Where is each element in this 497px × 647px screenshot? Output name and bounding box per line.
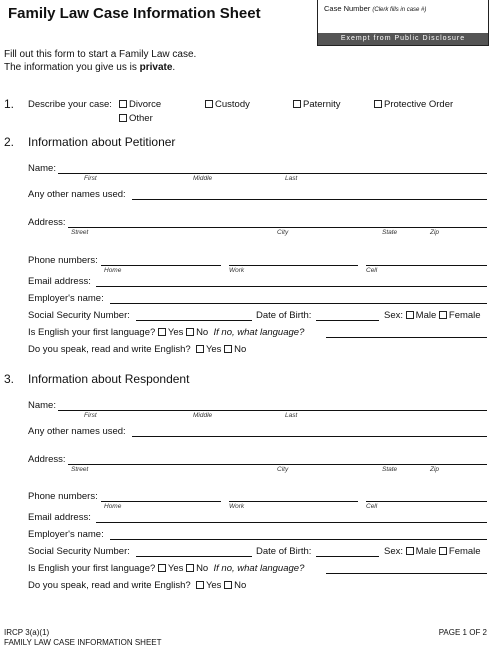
respondent-dob-field[interactable]	[316, 556, 379, 557]
zip-label: Zip	[430, 229, 440, 236]
checkbox[interactable]	[158, 328, 166, 336]
petitioner-work-phone-field[interactable]	[229, 265, 358, 266]
first-label: First	[84, 175, 97, 182]
first-label: First	[84, 412, 97, 419]
petitioner-cell-phone-field[interactable]	[366, 265, 487, 266]
respondent-address-field[interactable]	[68, 464, 487, 465]
petitioner-address-field[interactable]	[68, 227, 487, 228]
street-label: Street	[71, 229, 89, 236]
respondent-employer-label: Employer's name:	[28, 529, 104, 540]
case-number-label: Case Number (Clerk fills in case #)	[324, 4, 427, 13]
case-number-box	[317, 0, 489, 46]
section-2-title: Information about Petitioner	[28, 135, 176, 149]
petitioner-english-first-label: Is English your first language? Yes No If no, what language?	[28, 327, 305, 338]
option-divorce[interactable]: Divorce	[119, 99, 161, 110]
respondent-ssn-field[interactable]	[136, 556, 252, 557]
option-protective-order[interactable]: Protective Order	[374, 99, 453, 110]
checkbox[interactable]	[439, 311, 447, 319]
checkbox[interactable]	[293, 100, 301, 108]
cell-label: Cell	[366, 503, 378, 510]
petitioner-ssn-label: Social Security Number:	[28, 310, 130, 321]
last-label: Last	[285, 412, 298, 419]
petitioner-other-names-field[interactable]	[132, 199, 487, 200]
home-label: Home	[104, 267, 122, 274]
petitioner-employer-field[interactable]	[110, 303, 487, 304]
work-label: Work	[229, 503, 245, 510]
checkbox[interactable]	[439, 547, 447, 555]
describe-case-label: Describe your case:	[28, 99, 112, 110]
respondent-name-field[interactable]	[58, 410, 487, 411]
street-label: Street	[71, 466, 89, 473]
respondent-dob-label: Date of Birth:	[256, 546, 312, 557]
intro-line-2: The information you give us is private.	[4, 62, 176, 73]
petitioner-address-label: Address:	[28, 217, 66, 228]
checkbox[interactable]	[224, 345, 232, 353]
respondent-email-field[interactable]	[96, 522, 487, 523]
checkbox[interactable]	[406, 547, 414, 555]
footer-code: IRCP 3(a)(1)	[4, 628, 50, 637]
last-label: Last	[285, 175, 298, 182]
section-2-number: 2.	[4, 135, 15, 149]
petitioner-name-field[interactable]	[58, 173, 487, 174]
petitioner-phone-label: Phone numbers:	[28, 255, 98, 266]
checkbox[interactable]	[406, 311, 414, 319]
respondent-ssn-label: Social Security Number:	[28, 546, 130, 557]
petitioner-sex-label: Sex: Male Female	[384, 310, 481, 321]
middle-label: Middle	[193, 175, 213, 182]
petitioner-employer-label: Employer's name:	[28, 293, 104, 304]
respondent-email-label: Email address:	[28, 512, 91, 523]
footer-page-number: PAGE 1 OF 2	[438, 628, 487, 637]
state-label: State	[382, 466, 398, 473]
respondent-phone-label: Phone numbers:	[28, 491, 98, 502]
cell-label: Cell	[366, 267, 378, 274]
respondent-language-field[interactable]	[326, 573, 487, 574]
respondent-employer-field[interactable]	[110, 539, 487, 540]
state-label: State	[382, 229, 398, 236]
petitioner-language-field[interactable]	[326, 337, 487, 338]
checkbox[interactable]	[205, 100, 213, 108]
petitioner-dob-field[interactable]	[316, 320, 379, 321]
respondent-address-label: Address:	[28, 454, 66, 465]
petitioner-ssn-field[interactable]	[136, 320, 252, 321]
footer-form-name: FAMILY LAW CASE INFORMATION SHEET	[4, 638, 162, 647]
respondent-cell-phone-field[interactable]	[366, 501, 487, 502]
petitioner-other-names-label: Any other names used:	[28, 189, 126, 200]
checkbox[interactable]	[196, 345, 204, 353]
option-custody[interactable]: Custody	[205, 99, 250, 110]
checkbox[interactable]	[119, 114, 127, 122]
checkbox[interactable]	[196, 581, 204, 589]
respondent-work-phone-field[interactable]	[229, 501, 358, 502]
petitioner-speak-english-label: Do you speak, read and write English? Yes No	[28, 344, 247, 355]
home-label: Home	[104, 503, 122, 510]
petitioner-email-field[interactable]	[96, 286, 487, 287]
section-3-number: 3.	[4, 372, 15, 386]
intro-line-1: Fill out this form to start a Family Law case.	[4, 49, 197, 60]
exempt-banner: Exempt from Public Disclosure	[318, 33, 488, 45]
middle-label: Middle	[193, 412, 213, 419]
section-1-number: 1.	[4, 97, 15, 111]
option-paternity[interactable]: Paternity	[293, 99, 341, 110]
respondent-english-first-label: Is English your first language? Yes No If no, what language?	[28, 563, 305, 574]
city-label: City	[277, 229, 289, 236]
checkbox[interactable]	[119, 100, 127, 108]
respondent-other-names-label: Any other names used:	[28, 426, 126, 437]
respondent-name-label: Name:	[28, 400, 56, 411]
zip-label: Zip	[430, 466, 440, 473]
petitioner-home-phone-field[interactable]	[101, 265, 221, 266]
respondent-home-phone-field[interactable]	[101, 501, 221, 502]
checkbox[interactable]	[224, 581, 232, 589]
option-other[interactable]: Other	[119, 113, 153, 124]
respondent-speak-english-label: Do you speak, read and write English? Yes No	[28, 580, 247, 591]
checkbox[interactable]	[158, 564, 166, 572]
respondent-other-names-field[interactable]	[132, 436, 487, 437]
respondent-sex-label: Sex: Male Female	[384, 546, 481, 557]
petitioner-email-label: Email address:	[28, 276, 91, 287]
city-label: City	[277, 466, 289, 473]
petitioner-name-label: Name:	[28, 163, 56, 174]
section-3-title: Information about Respondent	[28, 372, 190, 386]
checkbox[interactable]	[186, 328, 194, 336]
work-label: Work	[229, 267, 245, 274]
form-title: Family Law Case Information Sheet	[8, 5, 261, 22]
checkbox[interactable]	[186, 564, 194, 572]
checkbox[interactable]	[374, 100, 382, 108]
petitioner-dob-label: Date of Birth:	[256, 310, 312, 321]
